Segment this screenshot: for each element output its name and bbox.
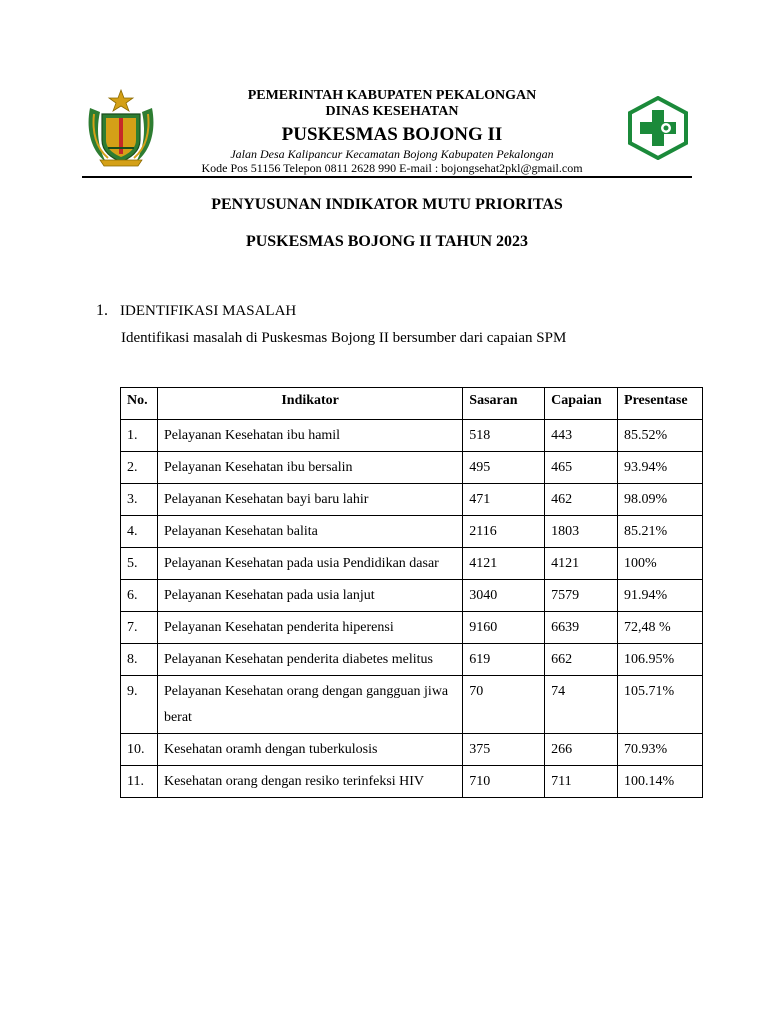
cell-no: 2. <box>121 452 158 484</box>
cell-sasaran: 375 <box>463 734 545 766</box>
table-row <box>121 676 703 734</box>
cell-no: 9. <box>121 676 158 734</box>
cell-presentase: 85.52% <box>618 420 703 452</box>
cell-presentase: 85.21% <box>618 516 703 548</box>
cell-sasaran: 471 <box>463 484 545 516</box>
cell-indikator: Pelayanan Kesehatan pada usia Pendidikan dasar <box>157 548 462 580</box>
section-heading <box>96 302 296 320</box>
cell-no: 8. <box>121 644 158 676</box>
cell-presentase: 91.94% <box>618 580 703 612</box>
table-row <box>121 734 703 766</box>
cell-capaian: 443 <box>545 420 618 452</box>
cell-indikator: Pelayanan Kesehatan penderita diabetes melitus <box>157 644 462 676</box>
cell-presentase: 70.93% <box>618 734 703 766</box>
cell-sasaran: 3040 <box>463 580 545 612</box>
cell-capaian: 74 <box>545 676 618 734</box>
cell-no: 3. <box>121 484 158 516</box>
cell-presentase: 98.09% <box>618 484 703 516</box>
letterhead-divider <box>82 176 692 178</box>
cell-sasaran: 2116 <box>463 516 545 548</box>
cell-presentase: 100.14% <box>618 766 703 798</box>
cell-sasaran: 518 <box>463 420 545 452</box>
table-row <box>121 484 703 516</box>
letterhead <box>160 88 624 175</box>
letterhead-address: Jalan Desa Kalipancur Kecamatan Bojong Kabupaten Pekalongan <box>230 147 554 161</box>
cell-capaian: 462 <box>545 484 618 516</box>
cell-indikator: Pelayanan Kesehatan ibu bersalin <box>157 452 462 484</box>
table-row <box>121 420 703 452</box>
cell-indikator: Pelayanan Kesehatan penderita hiperensi <box>157 612 462 644</box>
cell-sasaran: 495 <box>463 452 545 484</box>
letterhead-contact: Kode Pos 51156 Telepon 0811 2628 990 E-mail : bojongsehat2pkl@gmail.com <box>201 161 583 175</box>
cell-capaian: 266 <box>545 734 618 766</box>
cell-capaian: 1803 <box>545 516 618 548</box>
letterhead-institution: PUSKESMAS BOJONG II <box>281 124 503 145</box>
header-no: No. <box>121 388 158 420</box>
table-row <box>121 452 703 484</box>
table-row <box>121 548 703 580</box>
cell-indikator: Pelayanan Kesehatan pada usia lanjut <box>157 580 462 612</box>
cell-indikator: Kesehatan orang dengan resiko terinfeksi HIV <box>157 766 462 798</box>
cell-sasaran: 4121 <box>463 548 545 580</box>
document-title: PENYUSUNAN INDIKATOR MUTU PRIORITAS <box>211 196 563 213</box>
header-sasaran: Sasaran <box>463 388 545 420</box>
cell-capaian: 7579 <box>545 580 618 612</box>
spm-table <box>120 387 703 798</box>
table-row <box>121 766 703 798</box>
cell-no: 5. <box>121 548 158 580</box>
letterhead-government: PEMERINTAH KABUPATEN PEKALONGAN <box>247 88 537 103</box>
cell-sasaran: 619 <box>463 644 545 676</box>
cell-capaian: 662 <box>545 644 618 676</box>
cell-presentase: 72,48 % <box>618 612 703 644</box>
cell-presentase: 100% <box>618 548 703 580</box>
table-row <box>121 580 703 612</box>
document-subtitle: PUSKESMAS BOJONG II TAHUN 2023 <box>245 233 529 250</box>
cell-sasaran: 710 <box>463 766 545 798</box>
cell-presentase: 105.71% <box>618 676 703 734</box>
section-number: 1. <box>96 302 108 319</box>
table-row <box>121 612 703 644</box>
puskesmas-logo-icon <box>626 96 690 160</box>
cell-no: 6. <box>121 580 158 612</box>
cell-indikator: Pelayanan Kesehatan orang dengan gangguan jiwa berat <box>157 676 462 734</box>
cell-presentase: 106.95% <box>618 644 703 676</box>
cell-sasaran: 70 <box>463 676 545 734</box>
cell-capaian: 4121 <box>545 548 618 580</box>
table-row <box>121 516 703 548</box>
cell-capaian: 6639 <box>545 612 618 644</box>
cell-no: 10. <box>121 734 158 766</box>
cell-indikator: Pelayanan Kesehatan bayi baru lahir <box>157 484 462 516</box>
header-presentase: Presentase <box>618 388 703 420</box>
header-indikator: Indikator <box>157 388 462 420</box>
section-title: IDENTIFIKASI MASALAH <box>120 303 297 319</box>
cell-sasaran: 9160 <box>463 612 545 644</box>
cell-presentase: 93.94% <box>618 452 703 484</box>
letterhead-department: DINAS KESEHATAN <box>325 104 459 119</box>
cell-no: 11. <box>121 766 158 798</box>
cell-indikator: Pelayanan Kesehatan balita <box>157 516 462 548</box>
cell-capaian: 711 <box>545 766 618 798</box>
table-row <box>121 644 703 676</box>
cell-capaian: 465 <box>545 452 618 484</box>
cell-no: 4. <box>121 516 158 548</box>
header-capaian: Capaian <box>545 388 618 420</box>
cell-no: 1. <box>121 420 158 452</box>
intro-paragraph: Identifikasi masalah di Puskesmas Bojong II bersumber dari capaian SPM <box>121 330 567 346</box>
table-header-row <box>121 388 703 420</box>
cell-no: 7. <box>121 612 158 644</box>
kabupaten-emblem-icon <box>84 88 158 168</box>
cell-indikator: Pelayanan Kesehatan ibu hamil <box>157 420 462 452</box>
cell-indikator: Kesehatan oramh dengan tuberkulosis <box>157 734 462 766</box>
